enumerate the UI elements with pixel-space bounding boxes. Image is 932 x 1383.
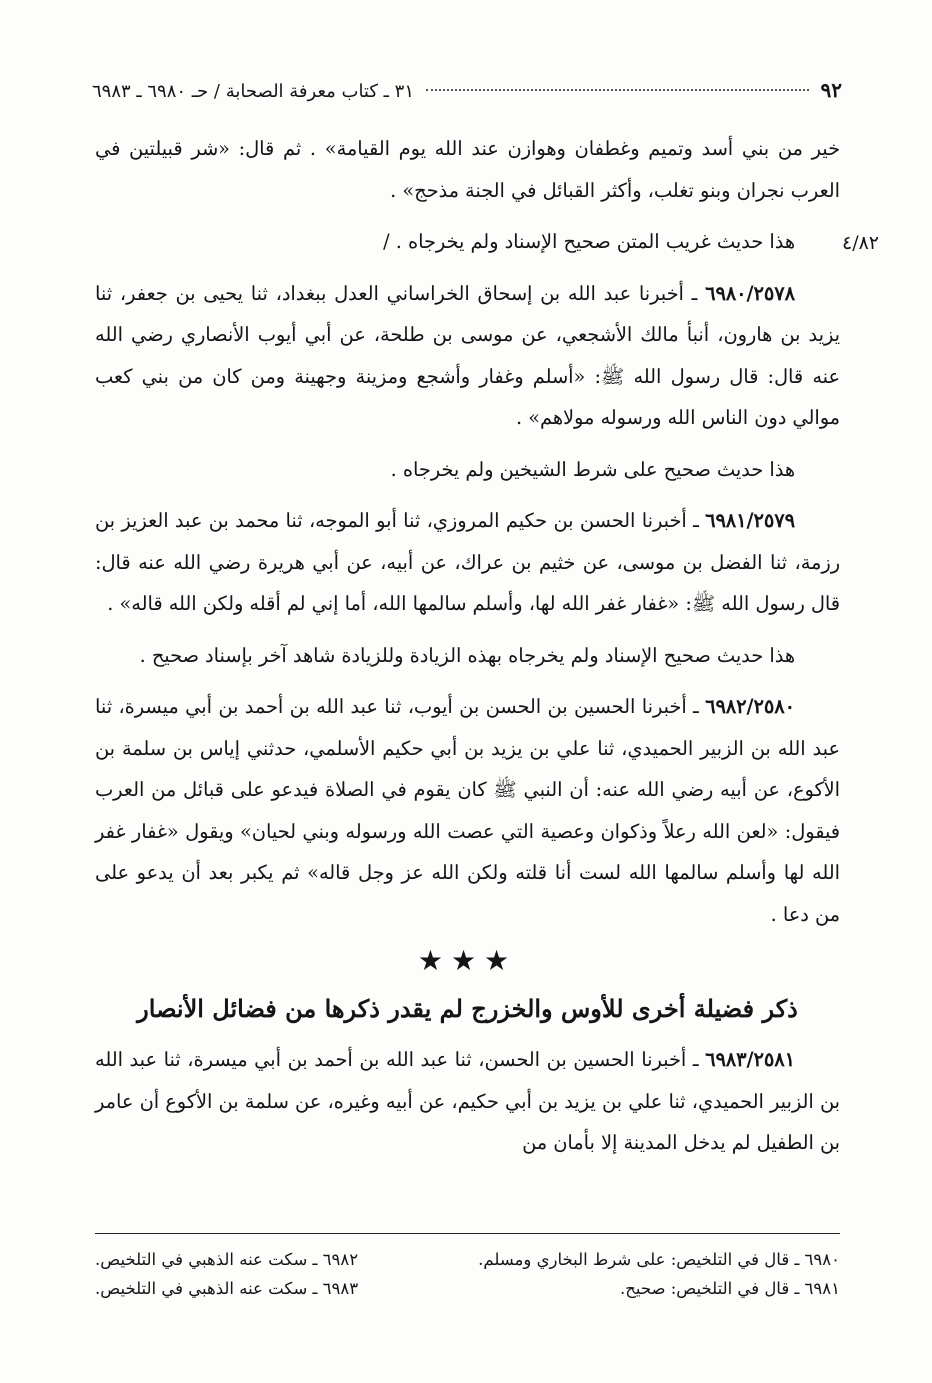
section-heading: ذكر فضيلة أخرى للأوس والخزرج لم يقدر ذكرها من فضائل الأنصار	[137, 994, 798, 1023]
hadith-6983	[95, 1039, 840, 1164]
footnotes	[95, 1245, 840, 1303]
hadith-text: ـ أخبرنا الحسين بن الحسن بن أيوب، ثنا عبد الله بن أحمد بن أبي ميسرة، ثنا عبد الله بن الزبير الحميدي، ثنا علي بن يزيد بن أبي حكيم الأسلمي، حدثني إياس بن سلمة بن الأكوع، عن أبيه رضي الله عنه: أن النبي ﷺ كان يقوم في الصلاة فيدعو على قبائل من العرب فيقول: «لعن الله رعلاً وذكوان وعصية التي عصت الله ورسوله وبني لحيان» ويقول «غفار غفر الله لها وأسلم سالمها الله لست أنا قلته ولكن الله عز وجل قاله» ثم يكبر بعد أن يدعو على من دعا .	[95, 695, 840, 926]
footnote-6982: ٦٩٨٢ ـ سكت عنه الذهبي في التلخيص.	[95, 1250, 359, 1269]
footnote-6981: ٦٩٨١ ـ قال في التلخيص: صحيح.	[619, 1279, 840, 1298]
footnote-6980: ٦٩٨٠ ـ قال في التلخيص: على شرط البخاري ومسلم.	[478, 1250, 840, 1269]
grading-note: هذا حديث صحيح على شرط الشيخين ولم يخرجاه .	[390, 457, 795, 481]
hadith-number: ٦٩٨٢/٢٥٨٠	[705, 695, 795, 718]
hadith-text: ـ أخبرنا عبد الله بن إسحاق الخراساني العدل ببغداد، ثنا يحيى بن جعفر، ثنا يزيد بن هارون، أنبأ مالك الأشجعي، عن موسى بن طلحة، عن أبي أيوب الأنصاري رضي الله عنه قال: قال رسول الله ﷺ: «أسلم وغفار وأشجع ومزينة وجهينة ومن كان من بني كعب موالي دون الناس الله ورسوله مولاهم» .	[95, 281, 840, 429]
section-divider-stars: ★★★	[417, 944, 518, 977]
header-dot-leader	[426, 89, 809, 91]
footnote-6983: ٦٩٨٣ ـ سكت عنه الذهبي في التلخيص.	[95, 1279, 359, 1298]
hadith-text: ـ أخبرنا الحسين بن الحسن، ثنا عبد الله بن أحمد بن أبي ميسرة، ثنا عبد الله بن الزبير الحميدي، ثنا علي بن يزيد بن أبي حكيم، عن أبيه وغيره، عن سلمة بن الأكوع أن عامر بن الطفيل لم يدخل المدينة إلا بأمان من	[95, 1048, 840, 1154]
footnote-row	[95, 1245, 840, 1274]
hadith-text: ـ أخبرنا الحسن بن حكيم المروزي، ثنا أبو الموجه، ثنا محمد بن عبد العزيز بن رزمة، ثنا الفضل بن موسى، عن خثيم بن عراك، عن أبيه، عن أبي هريرة رضي الله عنه قال: قال رسول الله ﷺ: «غفار غفر الله لها، وأسلم سالمها الله، أما إني لم أقله ولكن الله قاله» .	[95, 509, 840, 615]
hadith-number: ٦٩٨١/٢٥٧٩	[705, 509, 795, 532]
page-header	[92, 78, 842, 108]
grading-note: هذا حديث غريب المتن صحيح الإسناد ولم يخرجاه . /	[383, 230, 795, 253]
footnote-separator	[95, 1233, 840, 1234]
hadith-number: ٦٩٨٠/٢٥٧٨	[705, 281, 795, 305]
footnote-row	[95, 1274, 840, 1303]
grading-note: هذا حديث صحيح الإسناد ولم يخرجاه بهذه الزيادة وللزيادة شاهد آخر بإسناد صحيح .	[139, 643, 795, 667]
hadith-number: ٦٩٨٣/٢٥٨١	[705, 1048, 795, 1071]
main-text	[95, 128, 840, 1164]
hadith-6980	[95, 273, 840, 439]
page-number: ٩٢	[820, 78, 842, 102]
margin-reference: ٤/٨٢	[842, 232, 880, 254]
running-title: ٣١ ـ كتاب معرفة الصحابة / حـ ٦٩٨٠ ـ ٦٩٨٣	[92, 81, 414, 102]
paragraph-continuation: خير من بني أسد وتميم وغطفان وهوازن عند الله يوم القيامة» . ثم قال: «شر قبيلتين في العرب نجران وبنو تغلب، وأكثر القبائل في الجنة مذحج» .	[95, 137, 840, 202]
hadith-6981	[95, 500, 840, 625]
hadith-6982	[95, 686, 840, 935]
